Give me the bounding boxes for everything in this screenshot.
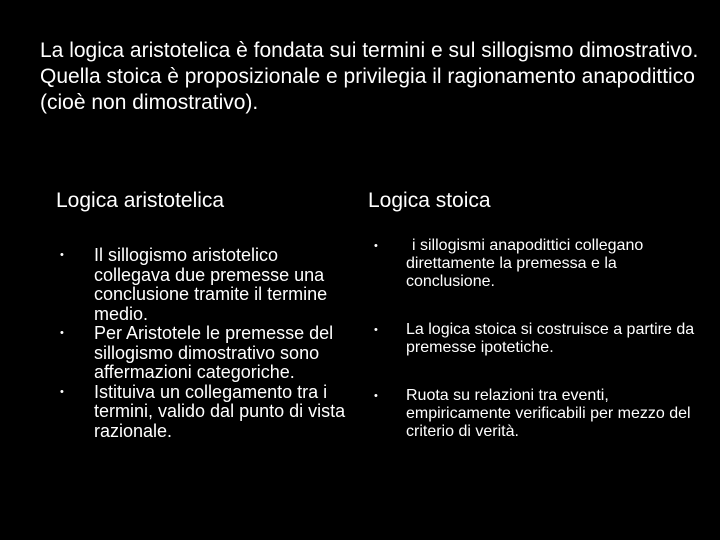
list-item-text: i sillogismi anapodittici collegano direttamente la premessa e la conclusione. [406, 237, 644, 290]
aristotelian-bullet-list [56, 246, 356, 441]
heading-aristotelian-logic: Logica aristotelica [56, 189, 225, 212]
bullet-icon: • [60, 385, 64, 398]
left-column-header [56, 188, 356, 214]
heading-stoic-logic: Logica stoica [368, 189, 491, 212]
bullet-icon: • [374, 324, 378, 336]
intro-line-aristotelian: La logica aristotelica è fondata sui termini e sul sillogismo dimostrativo. [40, 39, 699, 62]
list-item [368, 321, 698, 357]
bullet-icon: • [60, 249, 64, 261]
list-item-text: Ruota su relazioni tra eventi, empiricamente verificabili per mezzo del criterio di verità. [406, 387, 691, 440]
intro-text [40, 38, 700, 116]
bullet-icon: • [374, 240, 378, 252]
stoic-bullet-list [368, 237, 698, 441]
list-item [56, 383, 356, 442]
list-item [56, 324, 356, 383]
bullet-icon: • [374, 390, 378, 402]
list-item [368, 387, 698, 441]
list-item-text: La logica stoica si costruisce a partire da premesse ipotetiche. [406, 321, 695, 356]
list-item-text: Il sillogismo aristotelico collegava due premesse una conclusione tramite il termine medio. [94, 245, 328, 324]
right-column-header [368, 188, 698, 214]
list-item-text: Istituiva un collegamento tra i termini, valido dal punto di vista razionale. [94, 381, 346, 441]
bullet-icon: • [60, 327, 64, 339]
list-item [56, 246, 356, 324]
list-item [368, 237, 698, 291]
list-item-text: Per Aristotele le premesse del sillogismo dimostrativo sono affermazioni categoriche. [94, 323, 334, 382]
intro-line-stoic: Quella stoica è proposizionale e privilegia il ragionamento anapodittico (cioè non dimostrativo). [40, 65, 695, 114]
